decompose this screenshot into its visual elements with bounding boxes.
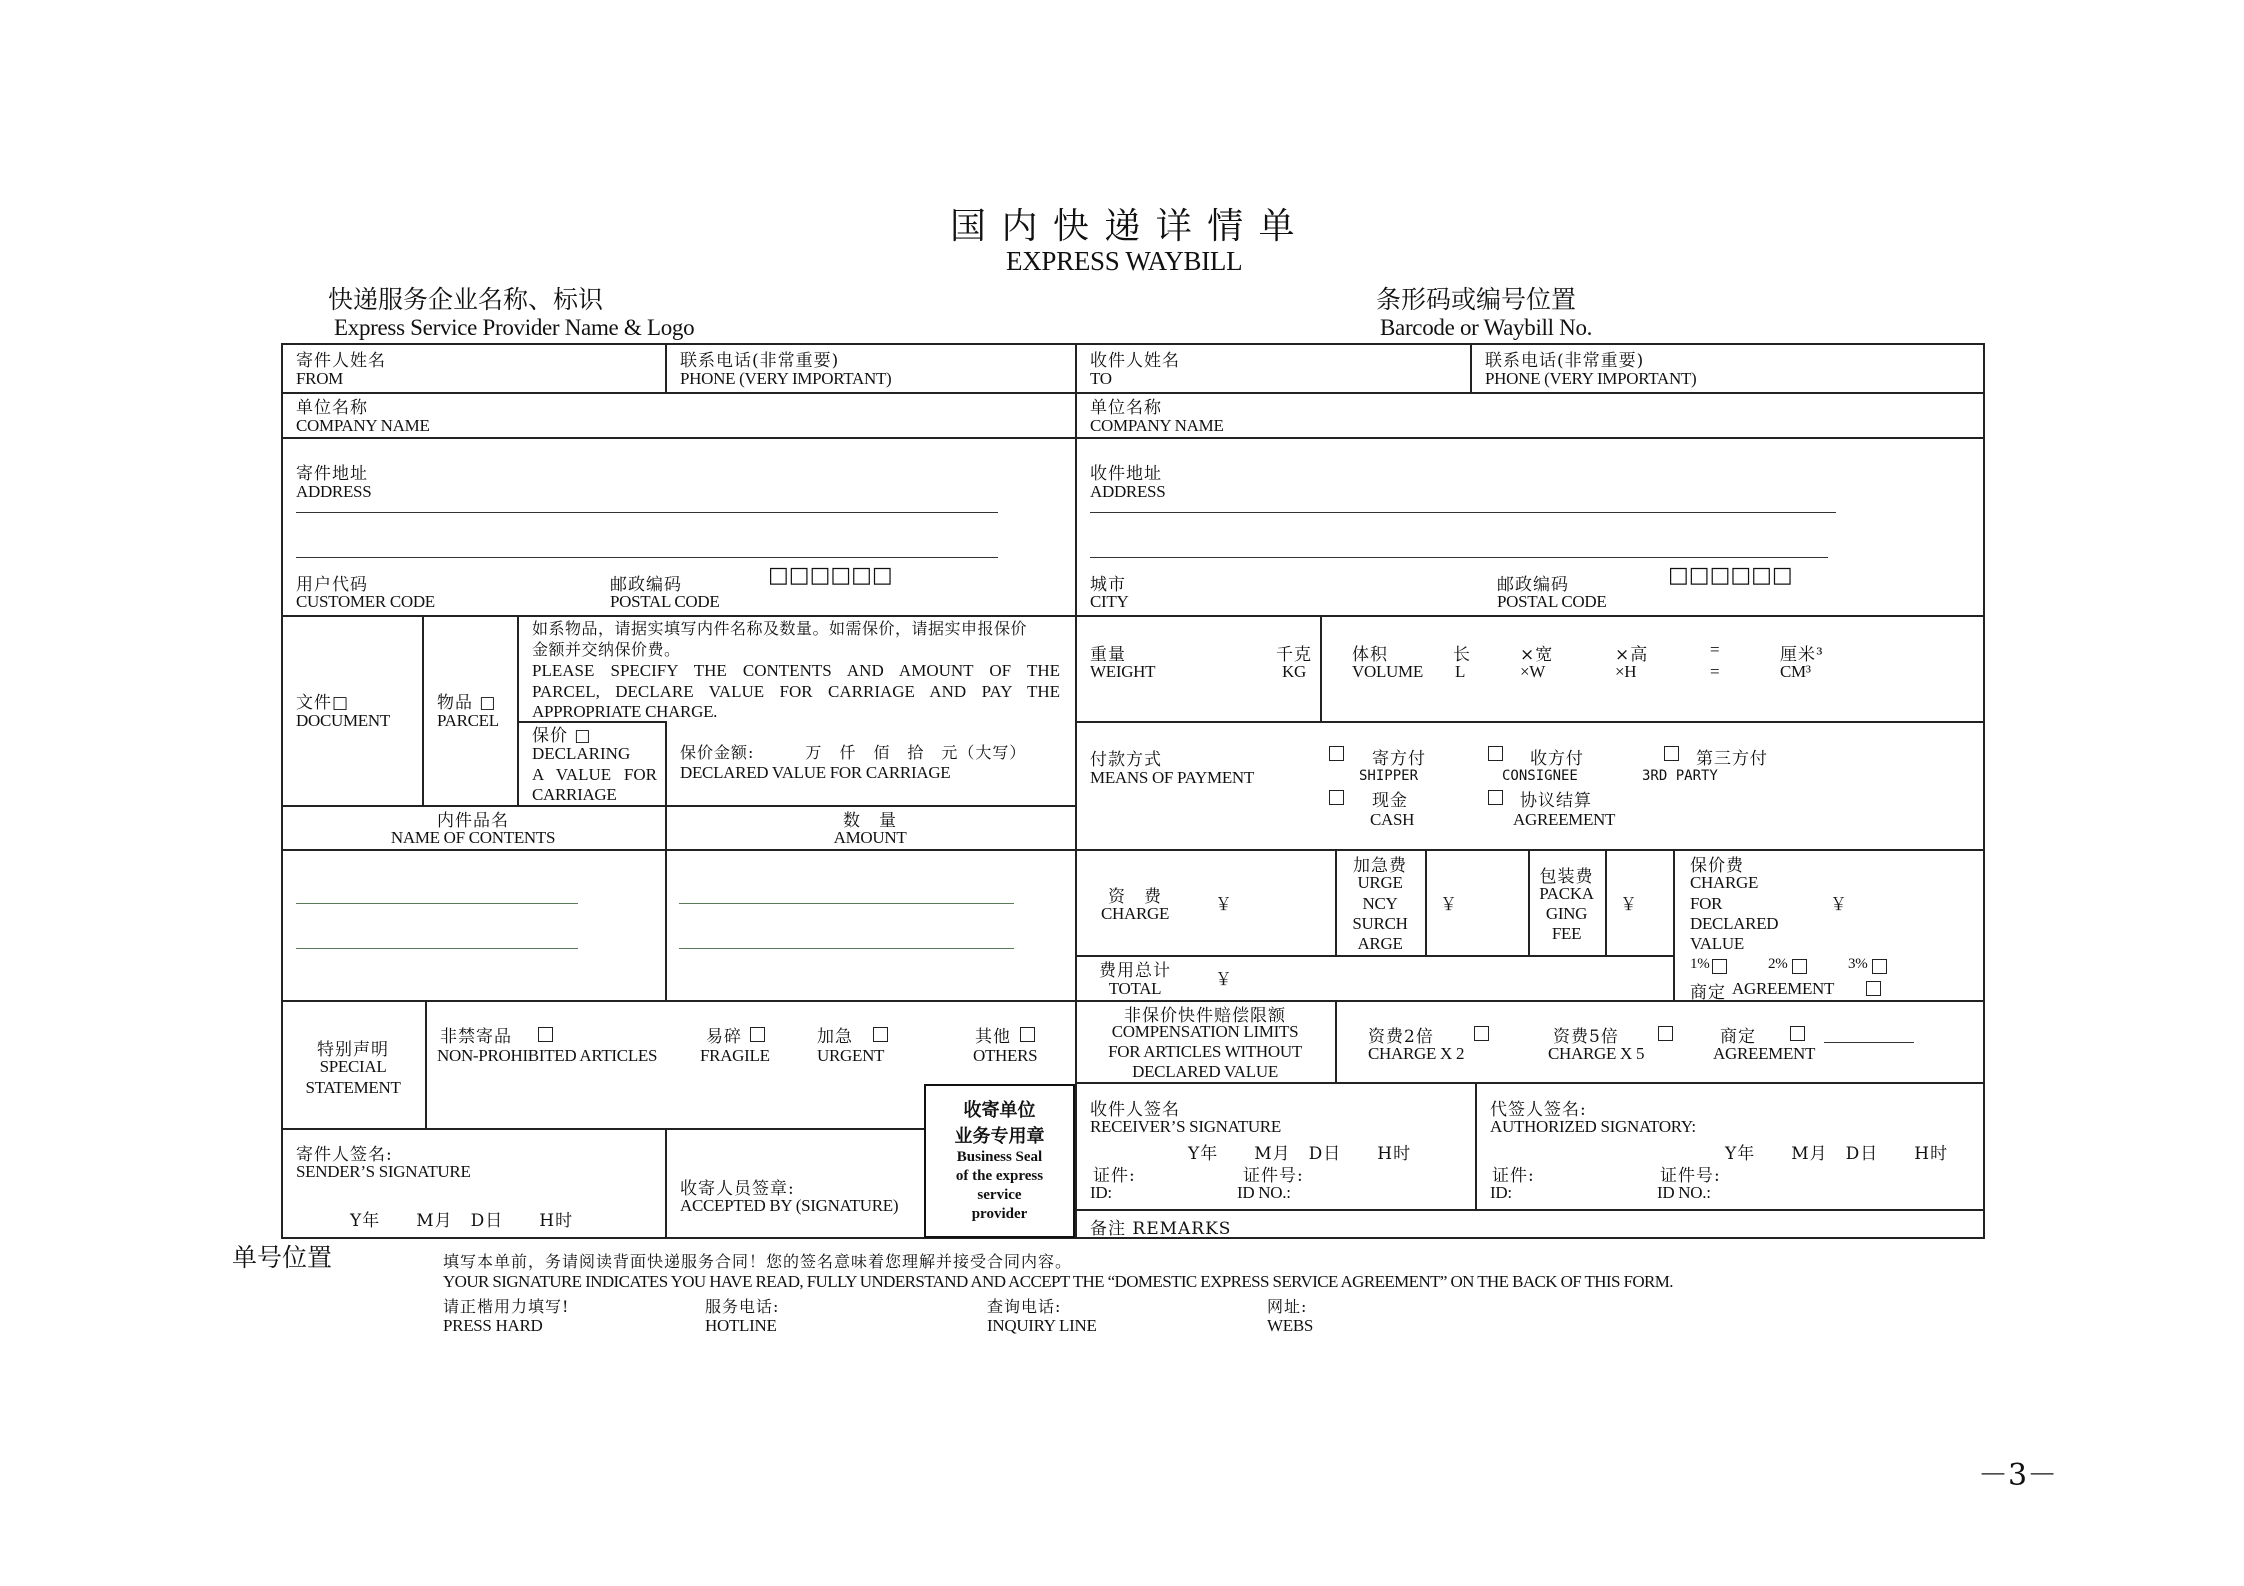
sender-postal-label-zh: 邮政编码 (610, 575, 682, 595)
charge-x5-checkbox[interactable] (1658, 1026, 1673, 1041)
website-label-zh: 网址: (1267, 1297, 1308, 1316)
agreement-label-en: AGREEMENT (1513, 810, 1616, 829)
charge-yen: ￥ (1215, 895, 1232, 914)
consignee-label-en: CONSIGNEE (1502, 768, 1578, 784)
footer-notice-en: YOUR SIGNATURE INDICATES YOU HAVE READ, FULLY UNDERSTAND AND ACCEPT THE “DOMESTIC EXPRESS SERVICE AGREEMENT” ON THE BACK OF THIS FORM. (443, 1272, 1673, 1291)
charge-x2-label-zh: 资费2倍 (1368, 1027, 1434, 1047)
weight-unit-zh: 千克 (1276, 645, 1312, 665)
receiver-signature-label-en: RECEIVER’S SIGNATURE (1090, 1117, 1281, 1136)
comp-agreement-checkbox[interactable] (1790, 1026, 1805, 1041)
rate-1-label: 1% (1690, 956, 1710, 972)
total-label-zh: 费用总计 (1099, 961, 1171, 981)
volume-width-zh: ×宽 (1520, 645, 1554, 665)
sender-postal-boxes[interactable]: □□□□□□ (768, 563, 893, 588)
compensation-label-zh: 非保价快件赔偿限额 (1124, 1006, 1286, 1026)
receiver-postal-label-zh: 邮政编码 (1497, 575, 1569, 595)
title-en: EXPRESS WAYBILL (1006, 246, 1243, 276)
contents-name-header-zh: 内件品名 (437, 811, 509, 831)
sender-company-label-zh: 单位名称 (296, 398, 368, 418)
cash-label-en: CASH (1370, 810, 1415, 829)
cash-label-zh: 现金 (1372, 791, 1408, 811)
fragile-label-zh: 易碎 (706, 1027, 742, 1047)
weight-label-zh: 重量 (1090, 645, 1126, 665)
sender-name-label-en: FROM (296, 369, 343, 388)
customer-code-label-en: CUSTOMER CODE (296, 592, 435, 611)
business-seal-box (924, 1084, 1075, 1238)
receiver-idno-label-en: ID NO.: (1237, 1183, 1291, 1202)
comp-agreement-label-en: AGREEMENT (1713, 1044, 1816, 1063)
charge-x5-label-en: CHARGE X 5 (1548, 1044, 1645, 1063)
packaging-fee-label-zh: 包装费 (1539, 867, 1594, 887)
others-label-en: OTHERS (973, 1046, 1038, 1065)
rate-1-checkbox[interactable] (1712, 959, 1727, 974)
city-label-en: CITY (1090, 592, 1129, 611)
rate-agreement-checkbox[interactable] (1866, 981, 1881, 996)
charge-x5-label-zh: 资费5倍 (1553, 1027, 1619, 1047)
receiver-postal-label-en: POSTAL CODE (1497, 592, 1607, 611)
agreement-label-zh: 协议结算 (1520, 791, 1592, 811)
sender-sign-date: Y年 M月 D日 H时 (350, 1211, 574, 1231)
compensation-label-en-3: DECLARED VALUE (1132, 1062, 1278, 1081)
contents-amount-header-zh: 数 量 (843, 811, 897, 831)
declared-fee-label-zh: 保价费 (1690, 856, 1744, 876)
others-label-zh: 其他 (975, 1027, 1011, 1047)
receiver-name-label-en: TO (1090, 369, 1112, 388)
volume-equals-1: = (1710, 640, 1720, 659)
shipper-label-en: SHIPPER (1359, 768, 1419, 784)
receiver-address-label-en: ADDRESS (1090, 482, 1166, 501)
compensation-label-en-1: COMPENSATION LIMITS (1111, 1022, 1299, 1041)
urgent-fee-yen: ￥ (1440, 895, 1457, 914)
contents-note-zh-2: 金额并交纳保价费。 (532, 640, 681, 659)
city-label-zh: 城市 (1090, 575, 1126, 595)
urgent-fee-label-en-2: NCY (1362, 894, 1398, 913)
insure-label-en-1: DECLARING (532, 744, 631, 763)
volume-length-en: L (1455, 662, 1466, 681)
consignee-label-zh: 收方付 (1530, 749, 1584, 769)
agreement-checkbox[interactable] (1488, 790, 1503, 805)
receiver-name-label-zh: 收件人姓名 (1090, 351, 1180, 371)
sender-name-label-zh: 寄件人姓名 (296, 351, 386, 371)
receiver-sign-date: Y年 M月 D日 H时 (1188, 1144, 1412, 1164)
urgent-fee-label-en-1: URGE (1357, 873, 1403, 892)
seal-label-zh-2: 业务专用章 (954, 1126, 1045, 1147)
volume-label-en: VOLUME (1352, 662, 1423, 681)
declared-value-label-zh: 保价金额: 万 仟 佰 拾 元（大写） (680, 743, 1027, 762)
weight-unit-en: KG (1282, 662, 1306, 681)
volume-length-zh: 长 (1453, 645, 1471, 665)
waybill-number-position-label: 单号位置 (232, 1243, 333, 1272)
urgent-label-en: URGENT (817, 1046, 885, 1065)
page-number: －3－ (1978, 1458, 2058, 1493)
consignee-checkbox[interactable] (1488, 746, 1503, 761)
authorized-signatory-label-zh: 代签人签名: (1490, 1100, 1587, 1120)
volume-height-zh: ×高 (1615, 645, 1649, 665)
seal-label-en-1: Business Seal (956, 1149, 1043, 1165)
volume-label-zh: 体积 (1352, 645, 1388, 665)
sender-phone-label-en: PHONE (VERY IMPORTANT) (680, 369, 892, 388)
press-hard-label-en: PRESS HARD (443, 1316, 543, 1335)
weight-label-en: WEIGHT (1090, 662, 1156, 681)
authorized-idno-label-zh: 证件号: (1660, 1166, 1721, 1186)
special-label-en-1: SPECIAL (319, 1057, 387, 1076)
volume-unit-zh: 厘米³ (1780, 645, 1824, 665)
urgent-fee-label-en-4: ARGE (1357, 934, 1403, 953)
third-party-checkbox[interactable] (1664, 746, 1679, 761)
charge-x2-label-en: CHARGE X 2 (1368, 1044, 1465, 1063)
provider-label-en: Express Service Provider Name & Logo (334, 315, 695, 340)
compensation-label-en-2: FOR ARTICLES WITHOUT (1108, 1042, 1302, 1061)
seal-label-zh-1: 收寄单位 (963, 1100, 1036, 1121)
authorized-idno-label-en: ID NO.: (1657, 1183, 1711, 1202)
contents-amount-header-en: AMOUNT (833, 828, 907, 847)
seal-label-en-3: service (977, 1187, 1022, 1203)
receiver-company-label-en: COMPANY NAME (1090, 416, 1224, 435)
packaging-fee-label-en-1: PACKA (1539, 884, 1594, 903)
document-label-zh[interactable]: 文件□ (296, 693, 350, 713)
authorized-id-label-zh: 证件: (1492, 1166, 1535, 1186)
receiver-idno-label-zh: 证件号: (1243, 1166, 1304, 1186)
hotline-label-zh: 服务电话: (705, 1297, 780, 1316)
sender-signature-label-zh: 寄件人签名: (296, 1145, 393, 1165)
cash-checkbox[interactable] (1329, 790, 1344, 805)
footer-notice-zh: 填写本单前，务请阅读背面快递服务合同！您的签名意味着您理解并接受合同内容。 (443, 1252, 1073, 1271)
declared-fee-label-en-1: CHARGE (1690, 873, 1759, 892)
parcel-label-en: PARCEL (437, 711, 499, 730)
provider-label-zh: 快递服务企业名称、标识 (328, 285, 604, 314)
accepted-by-label-en: ACCEPTED BY (SIGNATURE) (680, 1196, 899, 1215)
non-prohibited-checkbox[interactable] (538, 1027, 553, 1042)
packaging-fee-yen: ￥ (1620, 895, 1637, 914)
title-zh: 国 内 快 递 详 情 单 (950, 206, 1297, 247)
sender-phone-label-zh: 联系电话(非常重要) (680, 351, 840, 371)
rate-2-label: 2% (1768, 956, 1788, 972)
rate-agreement-label-zh: 商定 (1690, 983, 1726, 1003)
declared-fee-yen: ￥ (1830, 895, 1847, 914)
volume-equals-2: = (1710, 662, 1720, 681)
charge-label-zh: 资 费 (1108, 887, 1162, 907)
inquiry-label-en: INQUIRY LINE (987, 1316, 1097, 1335)
urgent-checkbox[interactable] (873, 1027, 888, 1042)
charge-label-en: CHARGE (1100, 904, 1170, 923)
special-label-zh: 特别声明 (317, 1040, 389, 1060)
contents-note-zh-1: 如系物品，请据实填写内件名称及数量。如需保价，请据实申报保价 (532, 619, 1028, 638)
fragile-label-en: FRAGILE (700, 1046, 770, 1065)
charge-x2-checkbox[interactable] (1474, 1026, 1489, 1041)
rate-agreement-label-en: AGREEMENT (1732, 979, 1835, 998)
non-prohibited-label-en: NON-PROHIBITED ARTICLES (437, 1046, 658, 1065)
packaging-fee-label-en-2: GING (1545, 904, 1588, 923)
rate-3-checkbox[interactable] (1872, 959, 1887, 974)
rate-2-checkbox[interactable] (1792, 959, 1807, 974)
authorized-id-label-en: ID: (1490, 1183, 1512, 1202)
declared-fee-label-en-2: FOR (1690, 894, 1723, 913)
third-party-label-zh: 第三方付 (1696, 749, 1768, 769)
payment-label-zh: 付款方式 (1090, 750, 1162, 770)
insure-label-en-3: CARRIAGE (532, 785, 617, 804)
others-checkbox[interactable] (1020, 1027, 1035, 1042)
declared-value-label-en: DECLARED VALUE FOR CARRIAGE (680, 763, 951, 782)
fragile-checkbox[interactable] (750, 1027, 765, 1042)
volume-unit-en: CM³ (1780, 662, 1811, 681)
payment-label-en: MEANS OF PAYMENT (1090, 768, 1254, 787)
insure-label-zh[interactable]: 保价 □ (532, 726, 592, 746)
packaging-fee-label-en-3: FEE (1551, 924, 1582, 943)
shipper-label-zh: 寄方付 (1372, 749, 1426, 769)
receiver-id-label-zh: 证件: (1093, 1166, 1136, 1186)
sender-signature-label-en: SENDER’S SIGNATURE (296, 1162, 471, 1181)
customer-code-label-zh: 用户代码 (296, 575, 368, 595)
contents-name-header-en: NAME OF CONTENTS (390, 828, 556, 847)
insure-label-en-2: A VALUE FOR (532, 765, 657, 784)
third-party-label-en: 3RD PARTY (1642, 768, 1718, 784)
receiver-phone-label-en: PHONE (VERY IMPORTANT) (1485, 369, 1697, 388)
accepted-by-label-zh: 收寄人员签章: (680, 1179, 795, 1199)
comp-agreement-label-zh: 商定 (1720, 1027, 1756, 1047)
authorized-signatory-label-en: AUTHORIZED SIGNATORY: (1490, 1117, 1696, 1136)
website-label-en: WEBS (1267, 1316, 1314, 1335)
document-label-en: DOCUMENT (296, 711, 390, 730)
receiver-postal-boxes[interactable]: □□□□□□ (1668, 563, 1793, 588)
total-yen: ￥ (1215, 970, 1232, 989)
sender-address-label-zh: 寄件地址 (296, 464, 368, 484)
press-hard-label-zh: 请正楷用力填写! (443, 1297, 570, 1316)
shipper-checkbox[interactable] (1329, 746, 1344, 761)
contents-note-en-1: PLEASE SPECIFY THE CONTENTS AND AMOUNT OF THE (532, 661, 1060, 680)
remarks-label: 备注 REMARKS (1090, 1219, 1232, 1239)
rate-3-label: 3% (1848, 956, 1868, 972)
contents-note-en-2: PARCEL, DECLARE VALUE FOR CARRIAGE AND PAY THE (532, 682, 1060, 701)
sender-company-label-en: COMPANY NAME (296, 416, 430, 435)
barcode-label-en: Barcode or Waybill No. (1380, 315, 1593, 340)
volume-height-en: ×H (1615, 662, 1637, 681)
urgent-fee-label-en-3: SURCH (1352, 914, 1408, 933)
declared-fee-label-en-4: VALUE (1690, 934, 1744, 953)
seal-label-en-4: provider (971, 1206, 1028, 1222)
urgent-fee-label-zh: 加急费 (1353, 856, 1407, 876)
receiver-phone-label-zh: 联系电话(非常重要) (1485, 351, 1645, 371)
special-label-en-2: STATEMENT (305, 1078, 401, 1097)
authorized-sign-date: Y年 M月 D日 H时 (1725, 1144, 1949, 1164)
seal-label-en-2: of the express (955, 1168, 1044, 1184)
declared-fee-label-en-3: DECLARED (1690, 914, 1779, 933)
receiver-company-label-zh: 单位名称 (1090, 398, 1162, 418)
volume-width-en: ×W (1520, 662, 1546, 681)
hotline-label-en: HOTLINE (705, 1316, 777, 1335)
total-label-en: TOTAL (1108, 979, 1162, 998)
receiver-signature-label-zh: 收件人签名 (1090, 1100, 1180, 1120)
contents-note-en-3: APPROPRIATE CHARGE. (532, 702, 718, 721)
sender-postal-label-en: POSTAL CODE (610, 592, 720, 611)
barcode-label-zh: 条形码或编号位置 (1376, 285, 1577, 314)
inquiry-label-zh: 查询电话: (987, 1297, 1062, 1316)
receiver-id-label-en: ID: (1090, 1183, 1112, 1202)
receiver-address-label-zh: 收件地址 (1090, 464, 1162, 484)
sender-address-label-en: ADDRESS (296, 482, 372, 501)
non-prohibited-label-zh: 非禁寄品 (440, 1027, 512, 1047)
urgent-label-zh: 加急 (817, 1027, 853, 1047)
parcel-label-zh[interactable]: 物品 □ (437, 693, 497, 713)
